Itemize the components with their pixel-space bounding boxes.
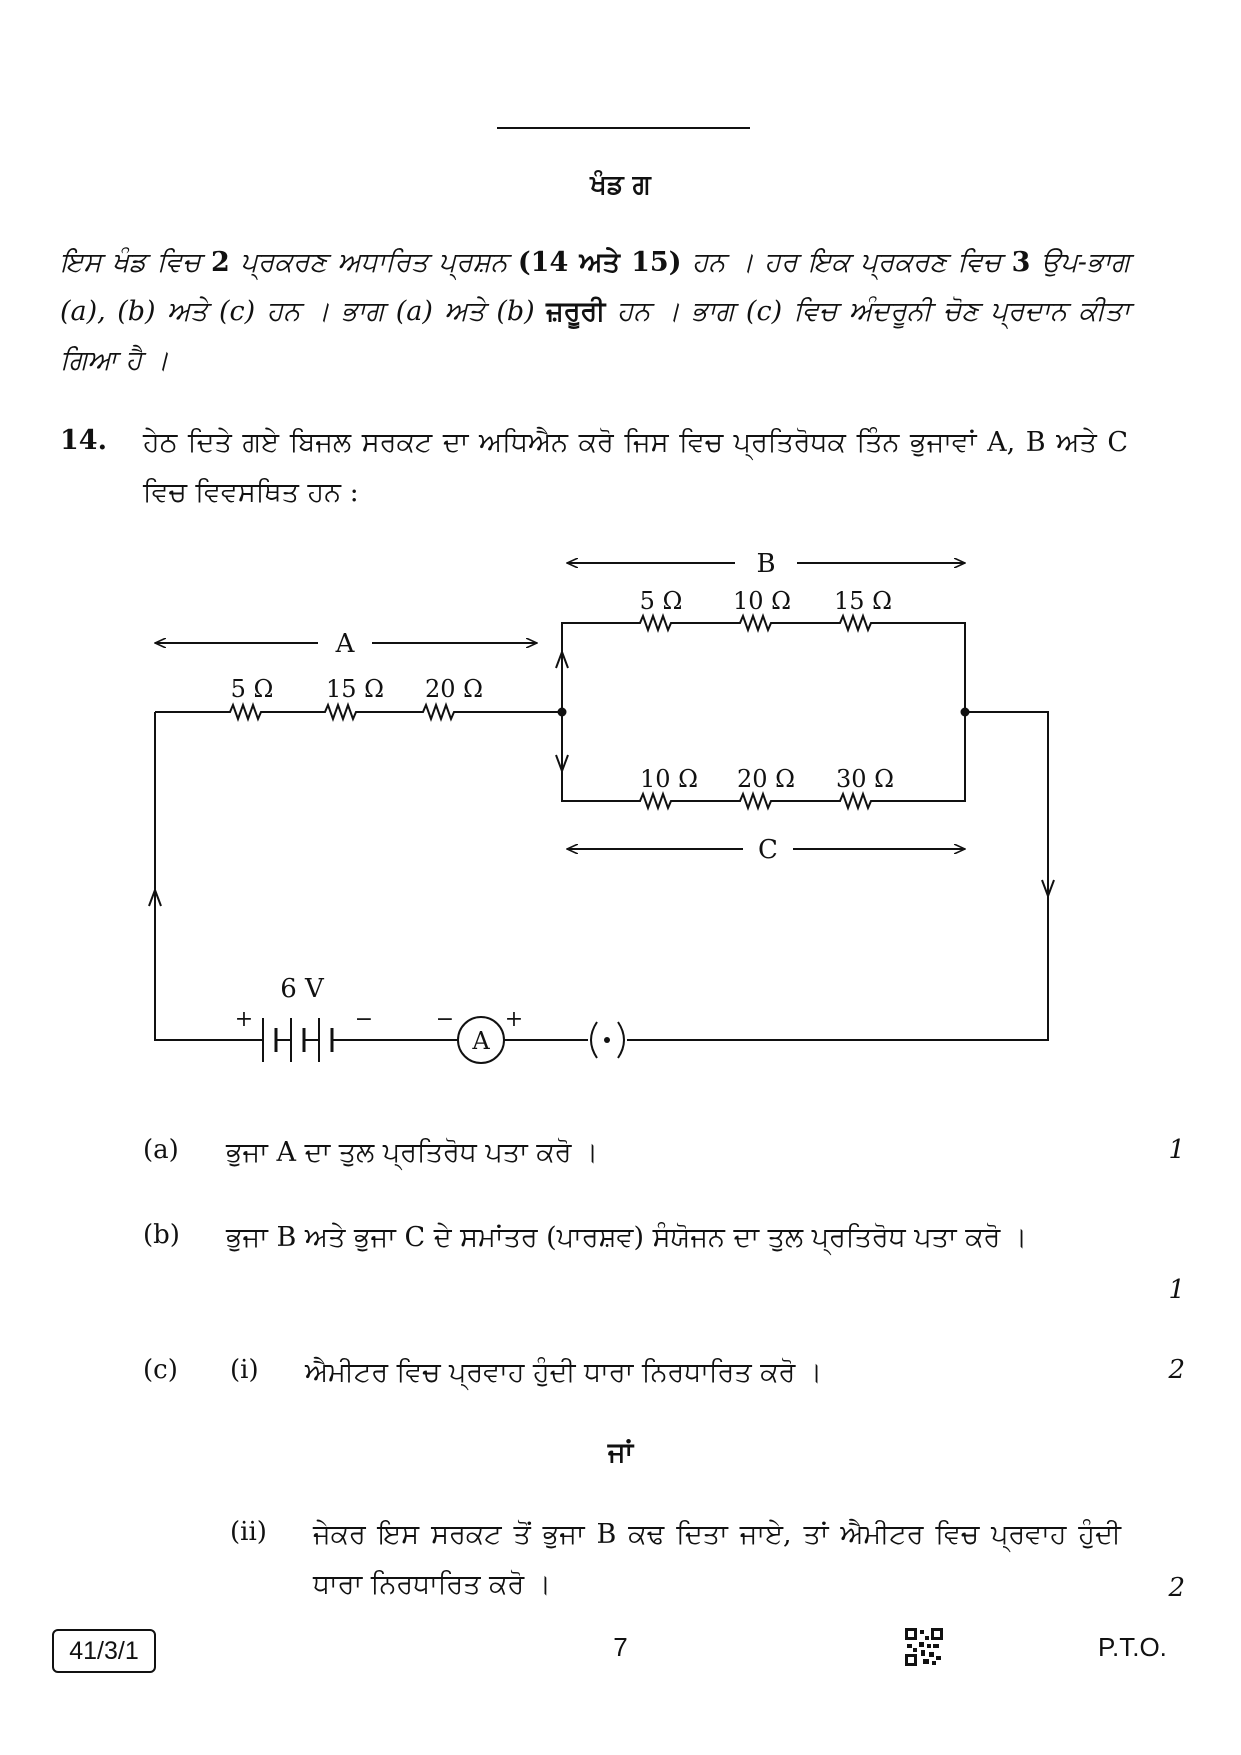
key-dot xyxy=(604,1037,610,1043)
junction-left-dot xyxy=(558,708,567,717)
subpart-b-label: (b) xyxy=(143,1220,180,1250)
section-title: ਖੰਡ ਗ xyxy=(590,170,651,200)
arm-c-resistor-3: 30 Ω xyxy=(835,765,895,793)
arm-a-label: A xyxy=(335,629,355,659)
battery-plus: + xyxy=(234,1007,254,1032)
subpart-a-label: (a) xyxy=(143,1135,179,1165)
paper-code: 41/3/1 xyxy=(52,1629,156,1673)
subpart-c-i-label: (i) xyxy=(230,1355,259,1385)
or-separator: ਜਾਂ xyxy=(607,1437,634,1468)
arm-a-wire xyxy=(155,705,562,719)
num-questions: 2 xyxy=(211,247,230,278)
subpart-b-text: ਭੁਜਾ B ਅਤੇ ਭੁਜਾ C ਦੇ ਸਮਾਂਤਰ (ਪਾਰਸ਼ਵ) ਸੰਯੋਜਨ ਦਾ ਤੁਲ ਪ੍ਰਤਿਰੋਧ ਪਤਾ ਕਰੋ । xyxy=(226,1222,1028,1253)
question-text: ਹੇਠ ਦਿਤੇ ਗਏ ਬਿਜਲ ਸਰਕਟ ਦਾ ਅਧਿਐਨ ਕਰੋ ਜਿਸ ਵਿਚ ਪ੍ਰਤਿਰੋਧਕ ਤਿੰਨ ਭੁਜਾਵਾਂ A, B ਅਤੇ C ਵਿਚ ਵਿਵਸਥਿਤ ਹਨ : xyxy=(143,427,1128,508)
circuit-diagram xyxy=(0,540,1241,1100)
subpart-c-ii-marks: 2 xyxy=(1168,1573,1185,1603)
subpart-a-text: ਭੁਜਾ A ਦਾ ਤੁਲ ਪ੍ਰਤਿਰੋਧ ਪਤਾ ਕਰੋ । xyxy=(226,1137,599,1168)
arm-b-resistor-2: 10 Ω xyxy=(732,587,792,615)
arm-a-resistor-2: 15 Ω xyxy=(325,675,385,703)
junction-right-dot xyxy=(961,708,970,717)
subpart-c-i-marks: 2 xyxy=(1168,1355,1185,1385)
arm-c-label: C xyxy=(758,835,778,865)
subpart-c-ii-text: ਜੇਕਰ ਇਸ ਸਰਕਟ ਤੋਂ ਭੁਜਾ B ਕਢ ਦਿਤਾ ਜਾਏ, ਤਾਂ ਐਮੀਟਰ ਵਿਚ ਪ੍ਰਵਾਹ ਹੁੰਦੀ ਧਾਰਾ ਨਿਰਧਾਰਿਤ ਕਰੋ । xyxy=(313,1519,1121,1600)
arm-c-resistor-2: 20 Ω xyxy=(736,765,796,793)
compulsory-word: ਜ਼ਰੂਰੀ xyxy=(546,296,606,327)
qr-code-icon xyxy=(905,1628,943,1666)
ammeter-label: A xyxy=(472,1027,490,1055)
key-right-bracket xyxy=(618,1022,624,1058)
question-number: 14. xyxy=(60,425,107,456)
subpart-a-marks: 1 xyxy=(1168,1135,1185,1165)
arm-b-wire xyxy=(562,616,965,712)
ammeter-plus: + xyxy=(504,1007,524,1032)
subpart-b-marks: 1 xyxy=(1168,1275,1185,1305)
battery-minus: − xyxy=(354,1007,374,1032)
battery-voltage: 6 V xyxy=(280,974,324,1004)
arm-c-wire xyxy=(562,712,965,808)
section-instructions: ਇਸ ਖੰਡ ਵਿਚ 2 ਪ੍ਰਕਰਣ ਅਧਾਰਿਤ ਪ੍ਰਸ਼ਨ (14 ਅਤੇ 15) ਹਨ । ਹਰ ਇਕ ਪ੍ਰਕਰਣ ਵਿਚ 3 ਉਪ-ਭਾਗ (a), (b) ਅਤੇ (c) ਹਨ । ਭਾਗ (a) ਅਤੇ (b) ਜ਼ਰੂਰੀ ਹਨ । ਭਾਗ (c) ਵਿਚ ਅੰਦਰੂਨੀ ਚੋਣ ਪ੍ਰਦਾਨ ਕੀਤਾ ਗਿਆ ਹੈ । xyxy=(60,247,1130,376)
key-left-bracket xyxy=(591,1022,597,1058)
please-turn-over: P.T.O. xyxy=(1098,1632,1167,1662)
subpart-c-i-text: ਐਮੀਟਰ ਵਿਚ ਪ੍ਰਵਾਹ ਹੁੰਦੀ ਧਾਰਾ ਨਿਰਧਾਰਿਤ ਕਰੋ । xyxy=(305,1357,823,1388)
arm-c-resistor-1: 10 Ω xyxy=(639,765,699,793)
num-subparts: 3 xyxy=(1011,247,1031,278)
battery-icon xyxy=(263,1018,348,1062)
arm-b-label: B xyxy=(756,549,776,579)
ammeter-minus: − xyxy=(435,1007,455,1032)
top-rule xyxy=(497,127,750,129)
left-wire xyxy=(155,712,263,1040)
arm-b-resistor-3: 15 Ω xyxy=(833,587,893,615)
page-number: 7 xyxy=(613,1632,628,1662)
arm-a-resistor-3: 20 Ω xyxy=(424,675,484,703)
question-range: (14 ਅਤੇ 15) xyxy=(517,247,682,278)
subpart-c-ii-label: (ii) xyxy=(230,1517,267,1547)
arm-b-resistor-1: 5 Ω xyxy=(639,587,683,615)
subpart-c-label: (c) xyxy=(143,1355,178,1385)
right-wire xyxy=(627,712,1048,1040)
arm-a-resistor-1: 5 Ω xyxy=(230,675,274,703)
